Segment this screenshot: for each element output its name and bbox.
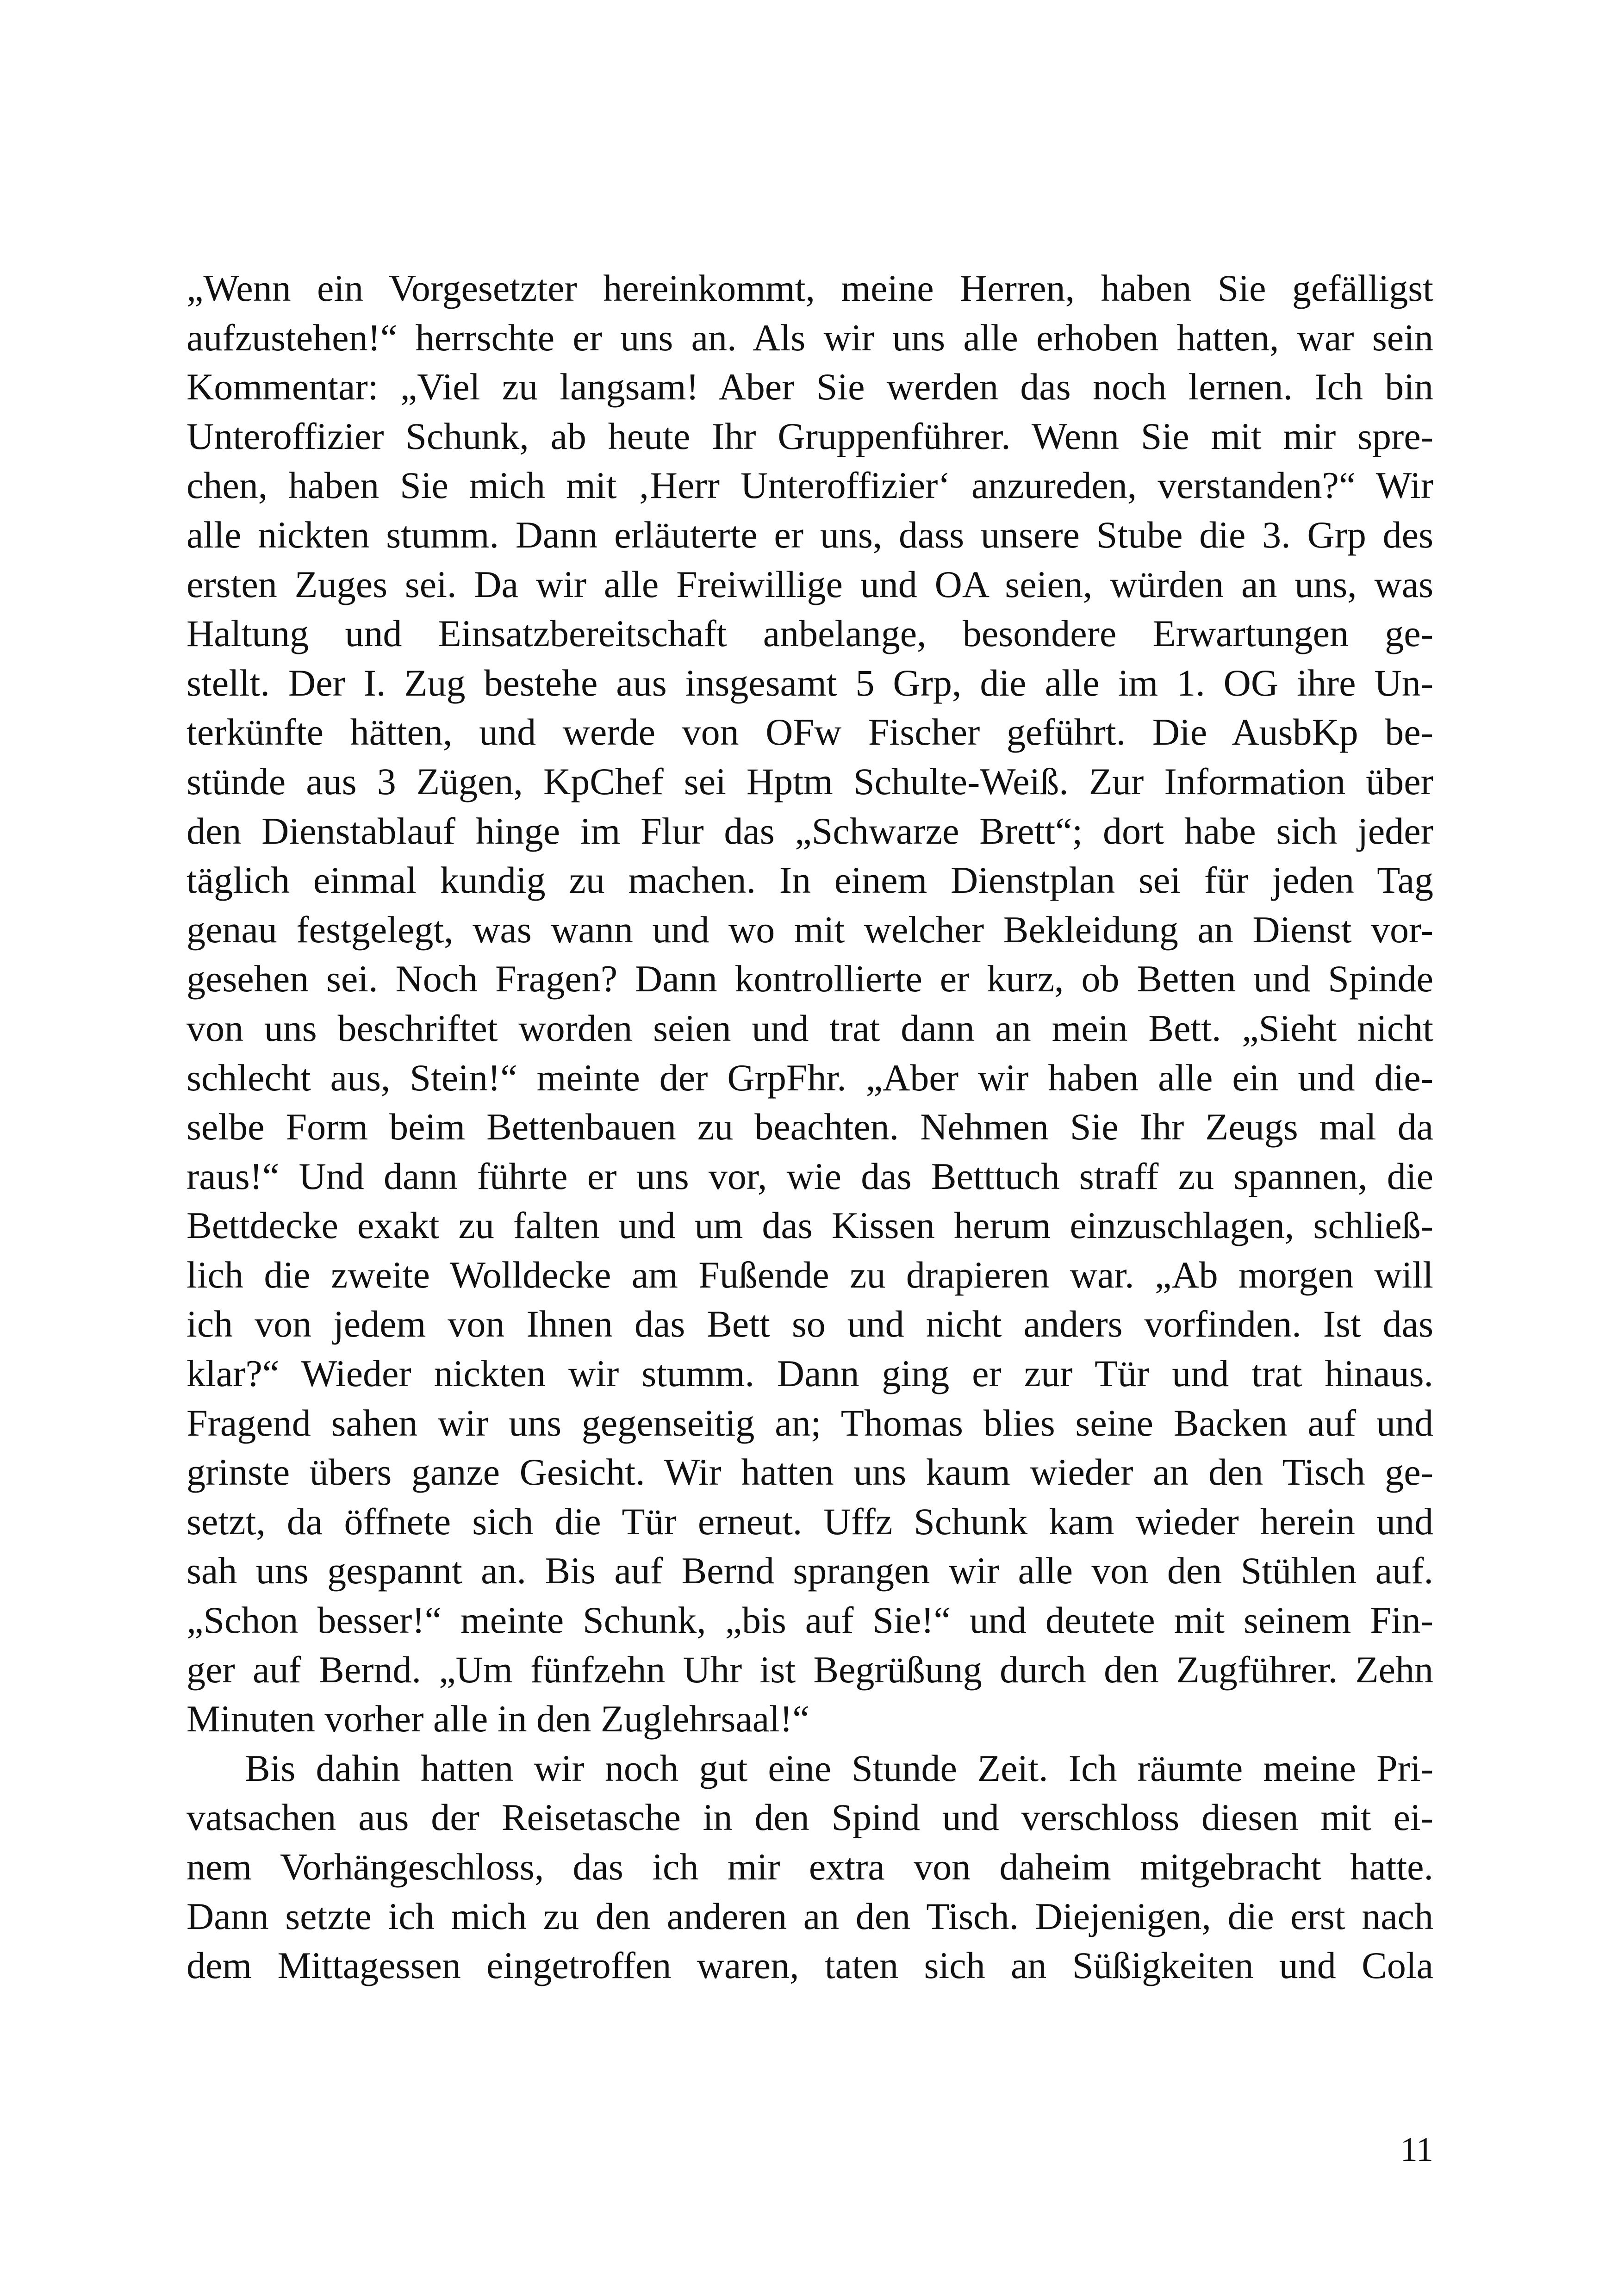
text-line: Minuten vorher alle in den Zuglehrsaal!“ <box>187 1698 809 1740</box>
text-line: „Wenn ein Vorgesetzter hereinkommt, meine Herren, haben Sie gefälligst <box>187 267 1433 309</box>
text-line: stellt. Der I. Zug bestehe aus insgesamt 5 Grp, die alle im 1. OG ihre Un- <box>187 661 1433 704</box>
text-line: ersten Zuges sei. Da wir alle Freiwillige und OA seien, würden an uns, was <box>187 563 1433 605</box>
text-line: täglich einmal kundig zu machen. In einem Dienstplan sei für jeden Tag <box>187 859 1433 902</box>
text-line: gesehen sei. Noch Fragen? Dann kontrollierte er kurz, ob Betten und Spinde <box>187 958 1433 1000</box>
text-line: schlecht aus, Stein!“ meinte der GrpFhr. „Aber wir haben alle ein und die- <box>187 1056 1433 1099</box>
text-line: klar?“ Wieder nickten wir stumm. Dann ging er zur Tür und trat hinaus. <box>187 1352 1433 1395</box>
text-line: raus!“ Und dann führte er uns vor, wie das Betttuch straff zu spannen, die <box>187 1155 1433 1197</box>
text-line: Dann setzte ich mich zu den anderen an den Tisch. Diejenigen, die erst nach <box>187 1895 1433 1937</box>
text-line: Kommentar: „Viel zu langsam! Aber Sie werden das noch lernen. Ich bin <box>187 366 1433 408</box>
text-line: von uns beschriftet worden seien und trat dann an mein Bett. „Sieht nicht <box>187 1007 1433 1049</box>
text-line: setzt, da öffnete sich die Tür erneut. Uffz Schunk kam wieder herein und <box>187 1500 1433 1543</box>
text-line: chen, haben Sie mich mit ‚Herr Unteroffizier‘ anzureden, verstanden?“ Wir <box>187 464 1433 507</box>
text-line: lich die zweite Wolldecke am Fußende zu drapieren war. „Ab morgen will <box>187 1253 1433 1296</box>
paragraph <box>187 264 1433 1744</box>
text-line: Haltung und Einsatzbereitschaft anbelange, besondere Erwartungen ge- <box>187 612 1433 655</box>
text-line: Unteroffizier Schunk, ab heute Ihr Gruppenführer. Wenn Sie mit mir spre- <box>187 415 1433 457</box>
text-line: Bettdecke exakt zu falten und um das Kissen herum einzuschlagen, schließ- <box>187 1204 1433 1247</box>
text-line: ger auf Bernd. „Um fünfzehn Uhr ist Begrüßung durch den Zugführer. Zehn <box>187 1648 1433 1691</box>
text-line: nem Vorhängeschloss, das ich mir extra von daheim mitgebracht hatte. <box>187 1846 1433 1888</box>
text-line: aufzustehen!“ herrschte er uns an. Als wir uns alle erhoben hatten, war sein <box>187 316 1433 359</box>
text-line: dem Mittagessen eingetroffen waren, taten sich an Süßigkeiten und Cola <box>187 1944 1433 1987</box>
text-line: stünde aus 3 Zügen, KpChef sei Hptm Schulte-Weiß. Zur Information über <box>187 760 1433 803</box>
text-line: alle nickten stumm. Dann erläuterte er uns, dass unsere Stube die 3. Grp des <box>187 513 1433 556</box>
text-line: genau festgelegt, was wann und wo mit welcher Bekleidung an Dienst vor- <box>187 908 1433 951</box>
paragraph <box>187 1744 1433 1991</box>
text-line: vatsachen aus der Reisetasche in den Spind und verschloss diesen mit ei- <box>187 1796 1433 1839</box>
text-line: selbe Form beim Bettenbauen zu beachten. Nehmen Sie Ihr Zeugs mal da <box>187 1106 1433 1148</box>
text-line: Fragend sahen wir uns gegenseitig an; Thomas blies seine Backen auf und <box>187 1401 1433 1444</box>
text-line: sah uns gespannt an. Bis auf Bernd sprangen wir alle von den Stühlen auf. <box>187 1549 1433 1592</box>
text-line: grinste übers ganze Gesicht. Wir hatten uns kaum wieder an den Tisch ge- <box>187 1451 1433 1493</box>
text-line: ich von jedem von Ihnen das Bett so und nicht anders vorfinden. Ist das <box>187 1303 1433 1345</box>
text-line: den Dienstablauf hinge im Flur das „Schwarze Brett“; dort habe sich jeder <box>187 809 1433 852</box>
text-line: Bis dahin hatten wir noch gut eine Stunde Zeit. Ich räumte meine Pri- <box>245 1747 1433 1789</box>
page-number: 11 <box>1400 2131 1433 2169</box>
body-text <box>187 264 1433 1991</box>
text-line: terkünfte hätten, und werde von OFw Fischer geführt. Die AusbKp be- <box>187 711 1433 753</box>
text-line: „Schon besser!“ meinte Schunk, „bis auf Sie!“ und deutete mit seinem Fin- <box>187 1599 1433 1642</box>
